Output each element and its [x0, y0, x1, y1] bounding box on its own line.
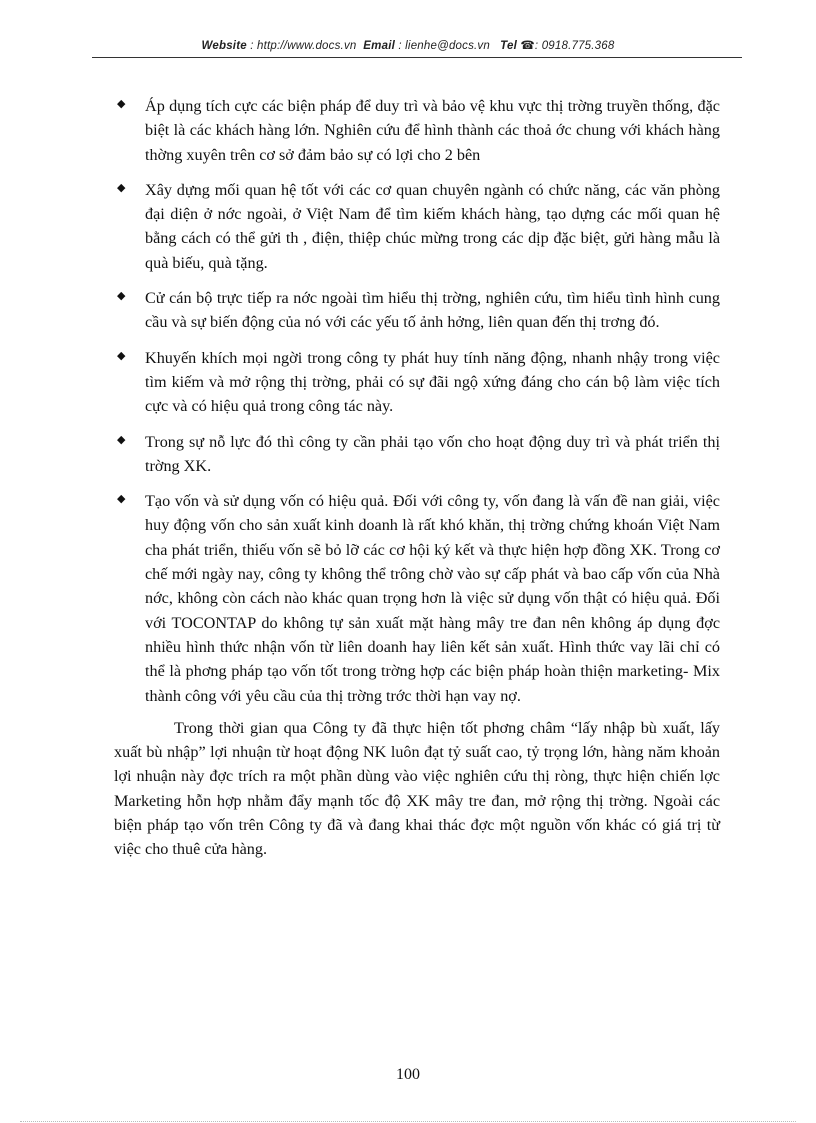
- bullet-text: Áp dụng tích cực các biện pháp để duy trì và bảo vệ khu vực thị trờng truyền thống, đặc biệt là các khách hàng lớn. Nghiên cứu để hình thành các thoả ớc chung với khách hàng thờng xuyên trên cơ sở đảm bảo sự có lợi cho 2 bên: [145, 97, 720, 164]
- body-paragraph: Trong thời gian qua Công ty đã thực hiện tốt phơng châm “lấy nhập bù xuất, lấy xuất bù nhập” lợi nhuận từ hoạt động NK luôn đạt tỷ suất cao, tỷ trọng lớn, hàng năm khoản lợi nhuận này đợc trích ra một phần dùng vào việc nghiên cứu thị ròng, thực hiện chiến lợc Marketing hỗn hợp nhằm đẩy mạnh tốc độ XK mây tre đan, mở rộng thị trờng. Ngoài các biện pháp tạo vốn trên Công ty đã và đang khai thác đợc một nguồn vốn khác có giá trị từ việc cho thuê cửa hàng.: [114, 718, 720, 859]
- diamond-bullet-icon: ◆: [117, 180, 126, 194]
- main-content: [114, 94, 720, 862]
- email-label: Email: [363, 40, 395, 52]
- page-number: 100: [396, 1066, 420, 1083]
- page-header: [0, 38, 816, 52]
- diamond-bullet-icon: ◆: [117, 432, 126, 446]
- diamond-bullet-icon: ◆: [117, 289, 126, 303]
- diamond-bullet-icon: ◆: [117, 492, 126, 506]
- tel-value: : 0918.775.368: [534, 40, 615, 52]
- footer-divider: [20, 1121, 796, 1122]
- diamond-bullet-icon: ◆: [117, 348, 126, 362]
- diamond-bullet-icon: ◆: [117, 97, 126, 110]
- website-value: : http://www.docs.vn: [250, 40, 357, 52]
- bullet-text: Xây dựng mối quan hệ tốt với các cơ quan chuyên ngành có chức năng, các văn phòng đại diện ở nớc ngoài, ở Việt Nam để tìm kiếm khách hàng, tạo dựng các mối quan hệ bằng cách có thể gửi th , điện, thiệp chúc mừng trong các dịp đặc biệt, gửi hàng mẫu là quà biếu, quà tặng.: [145, 180, 720, 272]
- bullet-item: [114, 286, 720, 335]
- bullet-text: Tạo vốn và sử dụng vốn có hiệu quả. Đối với công ty, vốn đang là vấn đề nan giải, việc huy động vốn cho sản xuất kinh doanh là rất khó khăn, thị trờng chứng khoán Việt Nam cha phát triển, thiếu vốn sẽ bỏ lỡ các cơ hội ký kết và thực hiện hợp đồng XK. Trong cơ chế mới ngày nay, công ty không thể trông chờ vào sự cấp phát và bao cấp vốn của Nhà nớc, không còn cách nào khác quan trọng hơn là việc sử dụng vốn thật có hiệu quả. Đối với TOCONTAP do không tự sản xuất mặt hàng mây tre đan nên không áp dụng đợc nhiều hình thức nhận vốn từ liên doanh hay liên kết sản xuất. Hình thức vay lãi chỉ có thể là phơng pháp tạo vốn tốt trong trờng hợp các biện pháp hoàn thiện marketing- Mix thành công với yêu cầu của thị trờng trớc thời hạn vay nợ.: [145, 492, 720, 705]
- bullet-item: [114, 178, 720, 275]
- header-divider: [92, 57, 742, 58]
- email-value: : lienhe@docs.vn: [398, 40, 490, 52]
- bullet-item: [114, 346, 720, 419]
- bullet-text: Khuyến khích mọi ngời trong công ty phát huy tính năng động, nhanh nhậy trong việc tìm kiếm và mở rộng thị trờng, phải có sự đãi ngộ xứng đáng cho cán bộ làm việc tích cực và có hiệu quả trong công tác này.: [145, 348, 720, 416]
- bullet-item: [114, 94, 720, 167]
- bullet-text: Trong sự nỗ lực đó thì công ty cần phải tạo vốn cho hoạt động duy trì và phát triển thị trờng XK.: [145, 432, 720, 475]
- bullet-item: [114, 430, 720, 479]
- website-label: Website: [201, 40, 247, 52]
- bullet-item: [114, 489, 720, 708]
- phone-icon: ☎: [520, 40, 535, 52]
- bullet-text: Cử cán bộ trực tiếp ra nớc ngoài tìm hiểu thị trờng, nghiên cứu, tìm hiểu tình hình cung cầu và sự biến động của nó với các yếu tố ảnh hởng, liên quan đến thị trơng đó.: [145, 289, 720, 332]
- tel-label: Tel: [500, 40, 517, 52]
